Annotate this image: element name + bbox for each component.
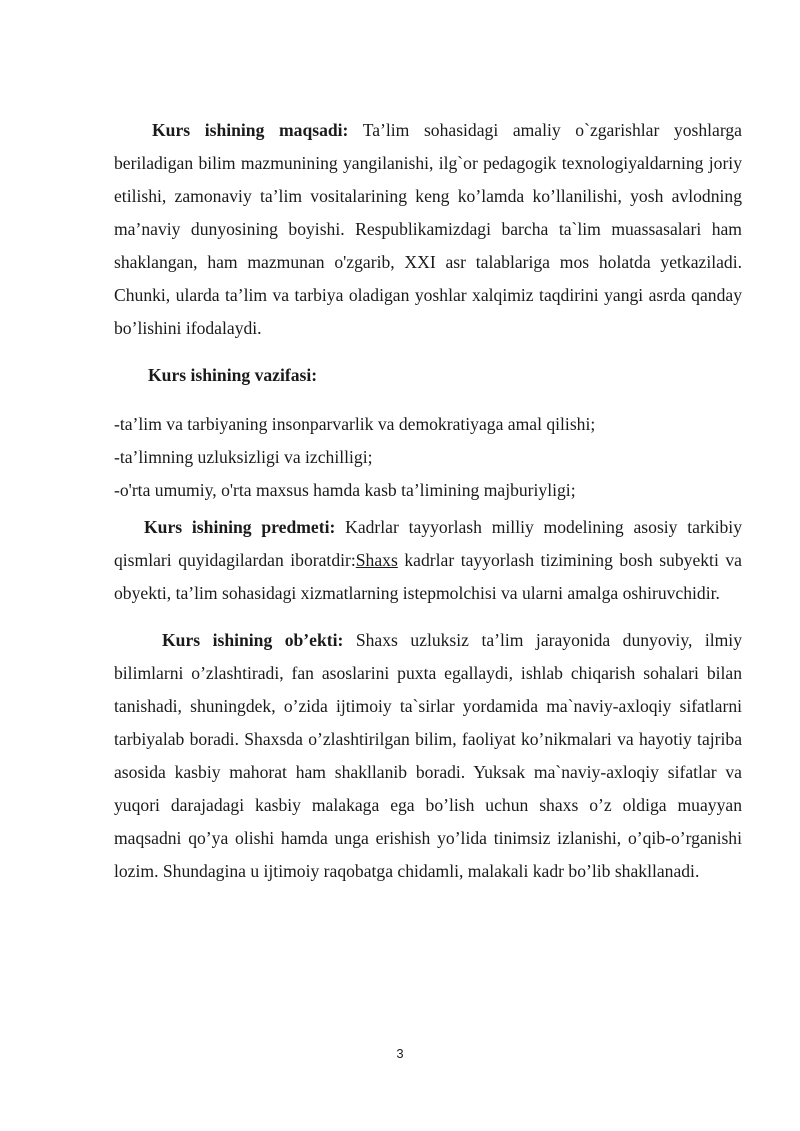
task-item-2: -ta’limning uzluksizligi va izchilligi; [114, 447, 373, 467]
task-item-3: -o'rta umumiy, o'rta maxsus hamda kasb ta’limining majburiyligi; [114, 480, 576, 500]
goal-text: Ta’lim sohasidagi amaliy o`zgarishlar yoshlarga beriladigan bilim mazmunining yangilanishi, ilg`or pedagogik texnologiyaldarning joriy etilishi, zamonaviy ta’lim vositalarining keng ko’lamda ko’llanilishi, yosh avlodning ma’naviy dunyosining boyishi. Respublikamizdagi barcha ta`lim muassasalari ham shaklangan, ham mazmunan o'zgarib, XXI asr talablariga mos holatda yetkaziladi. Chunki, ularda ta’lim va tarbiya oladigan yoshlar xalqimiz taqdirini yangi asrda qanday bo’lishini ifodalaydi. [114, 120, 742, 338]
object-paragraph [114, 624, 742, 888]
object-heading: Kurs ishining ob’ekti: [162, 630, 344, 650]
page-number: 3 [396, 1046, 404, 1061]
subject-paragraph [114, 511, 742, 610]
subject-underlined-word: Shaxs [355, 550, 398, 570]
task-item-1: -ta’lim va tarbiyaning insonparvarlik va demokratiyaga amal qilishi; [114, 414, 596, 434]
object-text: Shaxs uzluksiz ta’lim jarayonida dunyoviy, ilmiy bilimlarni o’zlashtiradi, fan asoslarini puxta egallaydi, ishlab chiqarish sohalari bilan tanishadi, shuningdek, o’zida ijtimoiy ta`sirlar yordamida ma`naviy-axloqiy sifatlarni tarbiyalab boradi. Shaxsda o’zlashtirilgan bilim, faoliyat ko’nikmalari va hayotiy tajriba asosida kasbiy mahorat ham shakllanib boradi. Yuksak ma`naviy-axloqiy sifatlar va yuqori darajadagi kasbiy malakaga ega bo’lish uchun shaxs o’z oldiga muayyan maqsadni qo’ya olishi hamda unga erishish yo’lida tinimsiz izlanishi, o’qib-o’rganishi lozim. Shundagina u ijtimoiy raqobatga chidamli, malakali kadr bo’lib shakllanadi. [114, 630, 742, 881]
subject-heading: Kurs ishining predmeti: [144, 517, 336, 537]
subject-text-before: Kadrlar tayyorlash milliy modelining asosiy tarkibiy qismlari quyidagilardan iboratdir: [114, 517, 742, 570]
goal-paragraph [114, 114, 742, 345]
document-page [114, 114, 742, 888]
subject-text-after: kadrlar tayyorlash tizimining bosh subyekti va obyekti, ta’lim sohasidagi xizmatlarning istepmolchisi va ularni amalga oshiruvchidir. [114, 550, 742, 603]
task-heading: Kurs ishining vazifasi: [148, 365, 318, 385]
goal-heading: Kurs ishining maqsadi: [152, 120, 349, 140]
